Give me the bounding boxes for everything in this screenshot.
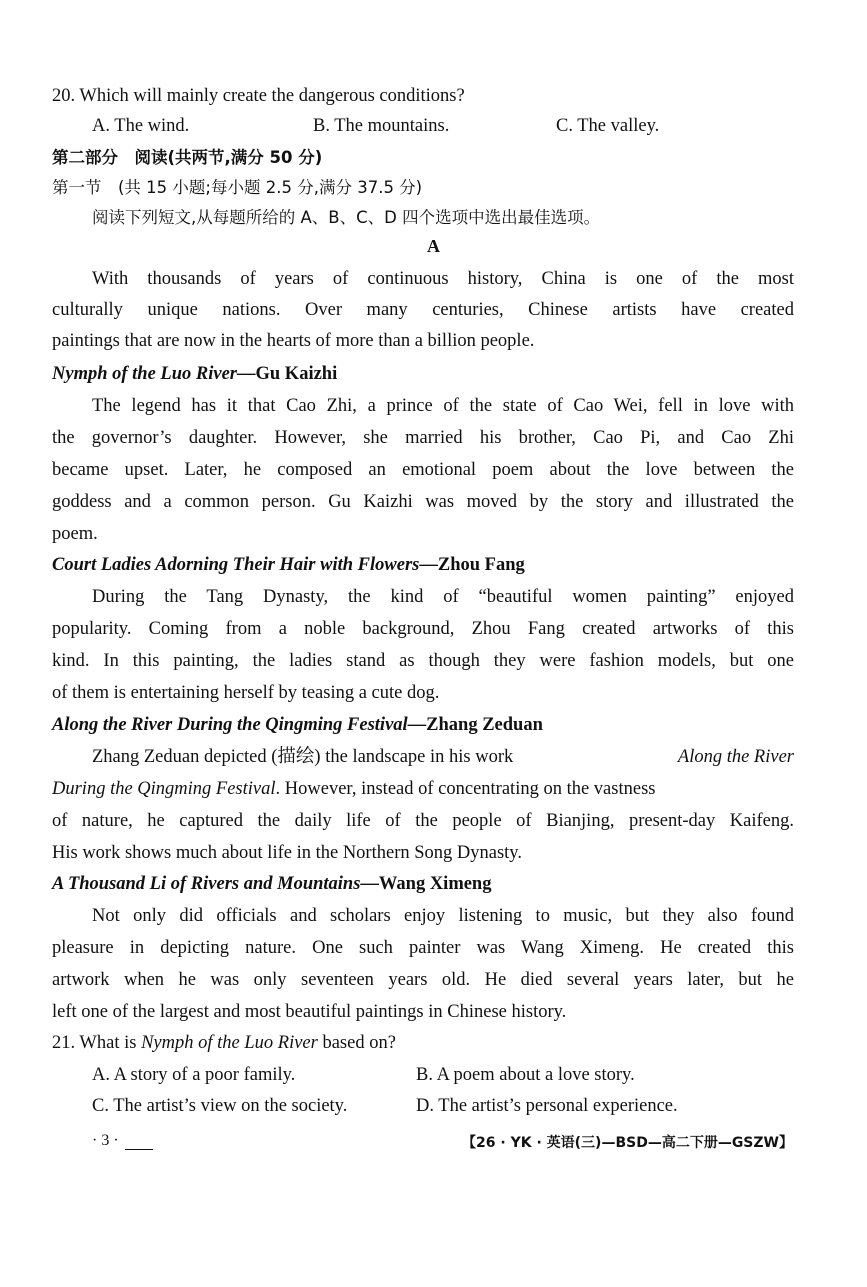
part2-heading: 第二部分 阅读(共两节,满分 50 分) [52,148,323,167]
work-3-line-1-italic: Along the River [677,747,794,767]
q20-option-c: C. The valley. [556,116,660,136]
work-1-line-5: poem. [52,524,98,544]
question-20-stem: 20. Which will mainly create the dangerous conditions? [52,86,465,106]
work-3-artist: —Zhang Zeduan [407,715,543,735]
work-4-artist: —Wang Ximeng [360,874,492,894]
work-4-line-3: artwork when he was only seventeen years old. He died several years later, but he [52,970,794,990]
work-1-line-3: became upset. Later, he composed an emotional poem about the love between the [52,460,794,480]
work-2-line-2: popularity. Coming from a noble background, Zhou Fang created artworks of this [52,619,794,639]
section1-heading: 第一节 (共 15 小题;每小题 2.5 分,满分 37.5 分) [52,178,423,197]
q21-stem-title: Nymph of the Luo River [141,1033,318,1053]
q20-option-b: B. The mountains. [313,116,450,136]
work-4-title: A Thousand Li of Rivers and Mountains [52,874,361,894]
work-1-line-1: The legend has it that Cao Zhi, a prince of the state of Cao Wei, fell in love with [92,396,794,416]
passage-label: A [427,236,440,256]
work-4-line-1: Not only did officials and scholars enjoy listening to music, but they also found [92,906,794,926]
work-3-line-2-italic: During the Qingming Festival [52,779,276,799]
work-1-artist: —Gu Kaizhi [237,364,338,384]
q21-option-b: B. A poem about a love story. [416,1065,635,1085]
work-3-line-1-text: Zhang Zeduan depicted (描绘) the landscape in his work [92,747,514,767]
q20-option-a: A. The wind. [92,116,190,136]
work-2-heading [52,553,794,577]
work-2-artist: —Zhou Fang [419,555,525,575]
intro-line-1: With thousands of years of continuous history, China is one of the most [92,269,794,289]
work-3-line-2-text: . However, instead of concentrating on the vastness [275,779,656,799]
page-underline [125,1133,153,1150]
q21-stem-a: 21. What is [52,1033,137,1053]
work-4-line-4: left one of the largest and most beautiful paintings in Chinese history. [52,1002,567,1022]
work-3-title: Along the River During the Qingming Festival [52,715,408,735]
work-3-line-1 [92,745,794,769]
work-1-line-2: the governor’s daughter. However, she married his brother, Cao Pi, and Cao Zhi [52,428,794,448]
question-21-stem [52,1031,794,1055]
work-1-title: Nymph of the Luo River [52,364,237,384]
page-number-text: · 3 · [92,1132,119,1149]
work-2-line-4: of them is entertaining herself by teasing a cute dog. [52,683,440,703]
work-1-line-4: goddess and a common person. Gu Kaizhi was moved by the story and illustrated the [52,492,794,512]
work-2-title: Court Ladies Adorning Their Hair with Flowers [52,555,420,575]
work-3-line-4: His work shows much about life in the Northern Song Dynasty. [52,843,522,863]
q21-option-d: D. The artist’s personal experience. [416,1096,678,1116]
work-3-line-3: of nature, he captured the daily life of the people of Bianjing, present-day Kaifeng. [52,811,794,831]
work-4-line-2: pleasure in depicting nature. One such painter was Wang Ximeng. He created this [52,938,794,958]
q21-option-a: A. A story of a poor family. [92,1065,296,1085]
intro-line-2: culturally unique nations. Over many centuries, Chinese artists have created [52,300,794,320]
page-number [92,1132,153,1150]
work-2-line-3: kind. In this painting, the ladies stand as though they were fashion models, but one [52,651,794,671]
intro-line-3: paintings that are now in the hearts of more than a billion people. [52,331,535,351]
work-4-heading [52,872,794,896]
q21-option-c: C. The artist’s view on the society. [92,1096,348,1116]
reading-instruction: 阅读下列短文,从每题所给的 A、B、C、D 四个选项中选出最佳选项。 [92,208,601,227]
work-1-heading [52,362,794,386]
exam-code: 【26 · YK · 英语(三)—BSD—高二下册—GSZW】 [462,1135,793,1151]
work-3-line-2 [52,777,794,801]
work-2-line-1: During the Tang Dynasty, the kind of “beautiful women painting” enjoyed [92,587,794,607]
work-3-heading [52,713,794,737]
q21-stem-c: based on? [322,1033,396,1053]
